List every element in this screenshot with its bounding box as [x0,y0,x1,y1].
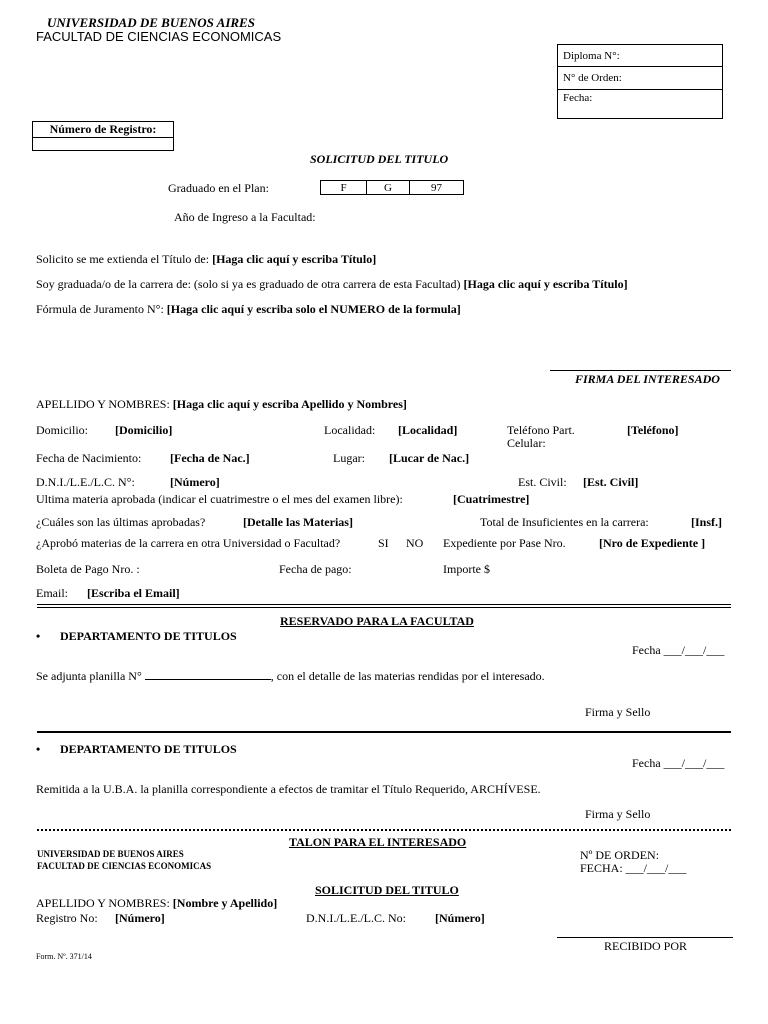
solicito-label: Solicito se me extienda el Título de: [36,252,210,266]
dept2-fecha: Fecha ___/___/___ [632,756,725,770]
graduado-field[interactable]: [Haga clic aquí y escriba Título] [463,277,628,291]
ingreso-label: Año de Ingreso a la Facultad: [174,210,316,224]
plan-cell-f: F [321,181,367,195]
dept2-firma: Firma y Sello [585,807,651,821]
expediente-label: Expediente por Pase Nro. [443,536,566,550]
dept2-text: Remitida a la U.B.A. la planilla correspondiente a efectos de tramitar el Título Requerido, ARCHÍVESE. [36,782,541,796]
insuf-field[interactable]: [Insf.] [691,515,723,529]
talon-apellido-label: APELLIDO Y NOMBRES: [36,896,170,910]
talon-registro-field[interactable]: [Número] [115,911,165,925]
localidad-label: Localidad: [324,423,376,437]
civil-field[interactable]: [Est. Civil] [583,475,639,489]
domicilio-field[interactable]: [Domicilio] [115,423,173,437]
domicilio-label: Domicilio: [36,423,88,437]
fecha-pago-label: Fecha de pago: [279,562,352,576]
dept1-fecha: Fecha ___/___/___ [632,643,725,657]
cuales-label: ¿Cuáles son las últimas aprobadas? [36,515,206,529]
dni-label: D.N.I./L.E./L.C. N°: [36,475,135,489]
reservado-title: RESERVADO PARA LA FACULTAD [280,614,474,628]
insuf-label: Total de Insuficientes en la carrera: [480,515,649,529]
dept1-firma: Firma y Sello [585,705,651,719]
dept1-text-a: Se adjunta planilla N° [36,669,142,683]
lugar-field[interactable]: [Lucar de Nac.] [389,451,470,465]
talon-orden: Nº DE ORDEN: [580,848,660,862]
dept1-bullet: • [36,629,41,643]
talon-university: UNIVERSIDAD DE BUENOS AIRES [37,849,184,859]
talon-apellido-field[interactable]: [Nombre y Apellido] [172,896,278,910]
no-option[interactable]: NO [406,536,424,550]
office-use-box [557,44,723,119]
registro-value-field[interactable] [33,138,174,151]
dept1-text-b: , con el detalle de las materias rendidas por el interesado. [270,669,545,683]
dni-field[interactable]: [Número] [170,475,220,489]
localidad-field[interactable]: [Localidad] [398,423,458,437]
diploma-cell: Diploma N°: [558,45,723,67]
aprobo-label: ¿Aprobó materias de la carrera en otra Universidad o Facultad? [36,536,341,550]
dept2-title: DEPARTAMENTO DE TITULOS [60,742,237,756]
talon-title: TALON PARA EL INTERESADO [289,835,467,849]
firma-interesado-label: FIRMA DEL INTERESADO [575,372,720,386]
talon-registro-label: Registro No: [36,911,98,925]
dotted-separator [37,829,731,831]
talon-dni-label: D.N.I./L.E./L.C. No: [306,911,406,925]
civil-label: Est. Civil: [518,475,567,489]
talon-subtitle: SOLICITUD DEL TITULO [315,883,459,897]
talon-fecha: FECHA: ___/___/___ [580,861,687,875]
graduado-label: Soy graduada/o de la carrera de: (solo si ya es graduado de otra carrera de esta Facultad) [36,277,461,291]
fecha-cell: Fecha: [558,90,723,119]
nacimiento-field[interactable]: [Fecha de Nac.] [170,451,250,465]
faculty-title: FACULTAD DE CIENCIAS ECONOMICAS [36,29,282,44]
recibido-label: RECIBIDO POR [604,939,688,953]
planilla-blank[interactable] [145,679,271,680]
telefono-field[interactable]: [Teléfono] [627,423,679,437]
solid-separator [37,731,731,733]
ultima-field[interactable]: [Cuatrimestre] [453,492,530,506]
boleta-label: Boleta de Pago Nro. : [36,562,140,576]
recibido-line [557,937,733,938]
email-field[interactable]: [Escriba el Email] [87,586,180,600]
dept1-title: DEPARTAMENTO DE TITULOS [60,629,237,643]
separator-double-top [37,604,731,605]
talon-faculty: FACULTAD DE CIENCIAS ECONOMICAS [37,861,212,871]
cuales-field[interactable]: [Detalle las Materias] [243,515,353,529]
celular-label: Celular: [507,436,546,450]
expediente-field[interactable]: [Nro de Expediente ] [599,536,706,550]
si-option[interactable]: SI [378,536,389,550]
registro-box [32,121,174,151]
registro-label: Número de Registro: [33,122,174,138]
formula-field[interactable]: [Haga clic aquí y escriba solo el NUMERO de la formula] [166,302,461,316]
apellido-label: APELLIDO Y NOMBRES: [36,397,170,411]
formula-label: Fórmula de Juramento N°: [36,302,164,316]
form-number: Form. Nº. 371/14 [36,952,92,961]
plan-label: Graduado en el Plan: [168,181,269,195]
solicito-field[interactable]: [Haga clic aquí y escriba Título] [212,252,377,266]
apellido-field[interactable]: [Haga clic aquí y escriba Apellido y Nombres] [172,397,407,411]
plan-table [320,180,464,195]
plan-cell-g: G [367,181,410,195]
dept2-bullet: • [36,742,41,756]
importe-label: Importe $ [443,562,490,576]
telefono-label: Teléfono Part. [507,423,575,437]
ultima-label: Ultima materia aprobada (indicar el cuatrimestre o el mes del examen libre): [36,492,403,506]
form-title: SOLICITUD DEL TITULO [310,152,449,166]
email-label: Email: [36,586,68,600]
signature-line [550,370,731,371]
orden-cell: N° de Orden: [558,67,723,90]
lugar-label: Lugar: [333,451,365,465]
nacimiento-label: Fecha de Nacimiento: [36,451,142,465]
separator-double-bottom [37,607,731,608]
plan-cell-97: 97 [410,181,464,195]
university-title: UNIVERSIDAD DE BUENOS AIRES [47,15,255,30]
talon-dni-field[interactable]: [Número] [435,911,485,925]
